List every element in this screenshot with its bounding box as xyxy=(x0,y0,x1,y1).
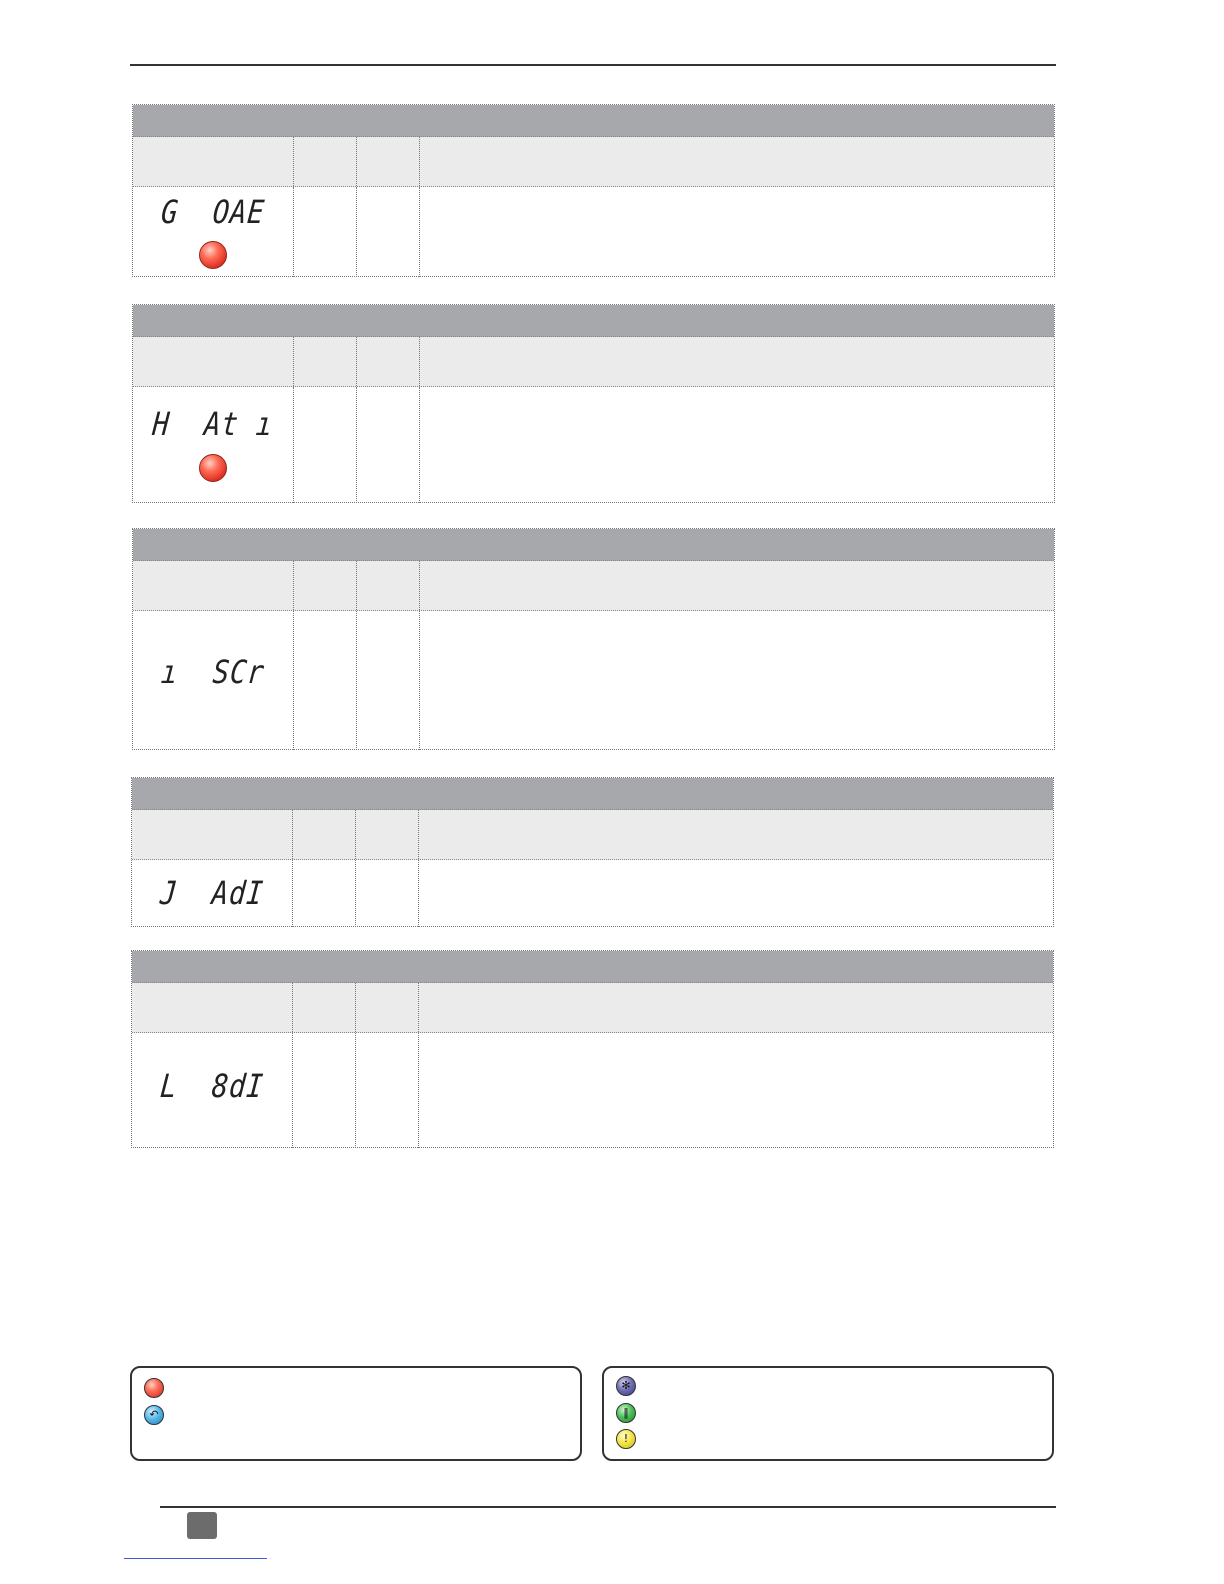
section-header-bar xyxy=(132,951,1053,983)
lcd-display-code: ı SCr xyxy=(159,653,267,691)
red-indicator-icon xyxy=(199,241,227,269)
footer-link-underline[interactable] xyxy=(124,1558,267,1559)
table-block-l xyxy=(131,950,1054,1148)
table-row xyxy=(132,1033,1053,1148)
lcd-display-code: L 8dI xyxy=(158,1067,266,1105)
section-header-bar xyxy=(132,778,1053,810)
yellow-info-icon xyxy=(616,1429,636,1449)
column-header-row xyxy=(133,137,1054,187)
purple-fan-icon xyxy=(616,1376,636,1396)
legend-box-left xyxy=(130,1366,582,1461)
table-row xyxy=(133,387,1054,503)
column-header-row xyxy=(132,983,1053,1033)
exclamation-icon: ! xyxy=(623,1432,629,1445)
lcd-display-code: H At ı xyxy=(151,405,275,443)
table-row xyxy=(133,611,1054,750)
lcd-display-code: G OAE xyxy=(159,193,267,231)
column-header-row xyxy=(133,337,1054,387)
column-header-row xyxy=(132,810,1053,860)
red-indicator-icon xyxy=(199,454,227,482)
section-header-bar xyxy=(133,105,1054,137)
legend-box-right xyxy=(602,1366,1054,1461)
table-row xyxy=(132,860,1053,927)
table-block-j xyxy=(131,777,1054,927)
red-indicator-icon xyxy=(144,1378,164,1398)
section-header-bar xyxy=(133,305,1054,337)
pause-icon: ‖ xyxy=(623,1406,629,1419)
table-block-h xyxy=(132,304,1055,503)
table-row xyxy=(133,187,1054,277)
page-number-tab xyxy=(187,1512,217,1539)
top-rule xyxy=(130,64,1056,66)
fan-icon: ✻ xyxy=(621,1379,631,1392)
bottom-rule xyxy=(160,1506,1056,1508)
blue-return-icon xyxy=(144,1405,164,1425)
green-pause-icon xyxy=(616,1403,636,1423)
column-header-row xyxy=(133,561,1054,611)
return-arrow-icon: ↶ xyxy=(149,1408,159,1421)
table-block-g xyxy=(132,104,1055,277)
table-block-i xyxy=(132,528,1055,750)
section-header-bar xyxy=(133,529,1054,561)
lcd-display-code: J AdI xyxy=(158,874,266,912)
